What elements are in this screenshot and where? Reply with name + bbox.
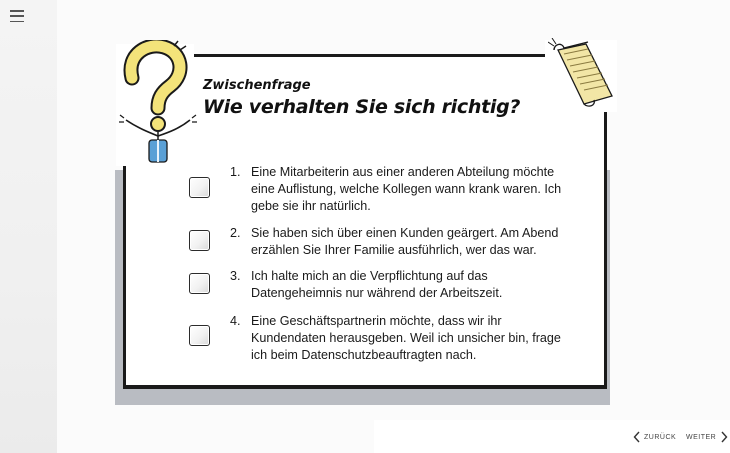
question-number: 1. bbox=[230, 165, 241, 179]
answer-checkbox-3[interactable] bbox=[189, 273, 210, 294]
answer-checkbox-4[interactable] bbox=[189, 325, 210, 346]
question-mark-figure-icon bbox=[118, 40, 198, 165]
chevron-left-icon bbox=[633, 431, 641, 443]
question-1 bbox=[230, 164, 580, 215]
next-button-label: WEITER bbox=[686, 433, 717, 441]
question-text: Ich halte mich an die Verpflichtung auf das Datengeheimnis nur während der Arbeitszeit. bbox=[251, 269, 503, 300]
question-number: 4. bbox=[230, 314, 241, 328]
quiz-title: Wie verhalten Sie sich richtig? bbox=[203, 96, 521, 118]
question-text: Sie haben sich über einen Kunden geärgert. Am Abend erzählen Sie Ihrer Familie ausführlich, wer das war. bbox=[251, 226, 559, 257]
back-button[interactable] bbox=[633, 429, 676, 445]
question-number: 2. bbox=[230, 226, 241, 240]
question-4 bbox=[230, 313, 580, 364]
paper-scroll-icon bbox=[548, 38, 618, 108]
question-text: Eine Mitarbeiterin aus einer anderen Abteilung möchte eine Auflistung, welche Kollegen wann krank waren. Ich gebe sie ihr natürlich. bbox=[251, 165, 562, 213]
answer-checkbox-1[interactable] bbox=[189, 177, 210, 198]
hamburger-menu-icon[interactable] bbox=[10, 10, 24, 22]
back-button-label: ZURÜCK bbox=[644, 433, 677, 441]
question-text: Eine Geschäftspartnerin möchte, dass wir ihr Kundendaten herausgeben. Weil ich unsicher bin, frage ich beim Datenschutzbeauftragten nach. bbox=[251, 314, 561, 362]
question-3 bbox=[230, 268, 580, 302]
navigation-bar bbox=[374, 420, 730, 453]
answer-checkbox-2[interactable] bbox=[189, 230, 210, 251]
quiz-subtitle: Zwischenfrage bbox=[203, 78, 311, 93]
chevron-right-icon bbox=[720, 431, 728, 443]
question-number: 3. bbox=[230, 269, 241, 283]
next-button[interactable] bbox=[686, 429, 728, 445]
question-2 bbox=[230, 225, 580, 259]
